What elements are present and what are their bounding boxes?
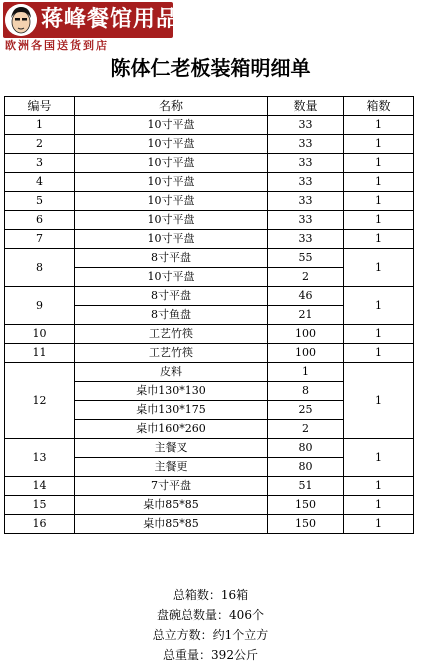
- cell-quantity: 100: [268, 344, 344, 363]
- cell-number: 4: [5, 173, 75, 192]
- cell-name: 10寸平盘: [75, 230, 268, 249]
- cell-name: 10寸平盘: [75, 192, 268, 211]
- cell-quantity: 8: [268, 382, 344, 401]
- table-row: [5, 477, 414, 496]
- table-row: [5, 344, 414, 363]
- chef-face-logo-icon: [5, 4, 37, 36]
- cell-quantity: 33: [268, 173, 344, 192]
- cell-name: 皮料: [75, 363, 268, 382]
- table-row: [5, 192, 414, 211]
- cell-name: 10寸平盘: [75, 173, 268, 192]
- cell-name: 桌巾130*175: [75, 401, 268, 420]
- cell-boxes: 1: [344, 211, 414, 230]
- cell-name: 10寸平盘: [75, 154, 268, 173]
- cell-name: 8寸平盘: [75, 287, 268, 306]
- cell-name: 工艺竹筷: [75, 325, 268, 344]
- cell-name: 桌巾85*85: [75, 515, 268, 534]
- cell-boxes: 1: [344, 192, 414, 211]
- cell-number: 2: [5, 135, 75, 154]
- cell-number: 1: [5, 116, 75, 135]
- packing-list-table: [4, 96, 414, 534]
- table-row: [5, 135, 414, 154]
- cell-quantity: 33: [268, 230, 344, 249]
- cell-quantity: 33: [268, 211, 344, 230]
- cell-number: 5: [5, 192, 75, 211]
- cell-quantity: 25: [268, 401, 344, 420]
- cell-number: 15: [5, 496, 75, 515]
- cell-boxes: 1: [344, 287, 414, 325]
- total-volume: 总立方数：约1个立方: [152, 628, 269, 642]
- table-row: [5, 515, 414, 534]
- table-header-row: [5, 97, 414, 116]
- brand-name: 蒋峰餐馆用品: [41, 7, 180, 32]
- cell-number: 6: [5, 211, 75, 230]
- brand-banner: [3, 2, 180, 52]
- cell-boxes: 1: [344, 325, 414, 344]
- cell-number: 8: [5, 249, 75, 287]
- cell-number: 11: [5, 344, 75, 363]
- table-row: [5, 496, 414, 515]
- cell-quantity: 33: [268, 154, 344, 173]
- cell-boxes: 1: [344, 515, 414, 534]
- cell-number: 9: [5, 287, 75, 325]
- cell-boxes: 1: [344, 363, 414, 439]
- table-row: [5, 211, 414, 230]
- cell-quantity: 33: [268, 192, 344, 211]
- cell-boxes: 1: [344, 477, 414, 496]
- table-row: [5, 173, 414, 192]
- cell-name: 桌巾160*260: [75, 420, 268, 439]
- cell-quantity: 80: [268, 439, 344, 458]
- header-name: 名称: [75, 97, 268, 116]
- cell-number: 10: [5, 325, 75, 344]
- header-boxes: 箱数: [344, 97, 414, 116]
- brand-header-bar: [3, 2, 180, 38]
- cell-boxes: 1: [344, 116, 414, 135]
- cell-number: 16: [5, 515, 75, 534]
- cell-name: 10寸平盘: [75, 135, 268, 154]
- cell-boxes: 1: [344, 344, 414, 363]
- cell-quantity: 46: [268, 287, 344, 306]
- table-row: [5, 363, 414, 382]
- cell-quantity: 2: [268, 268, 344, 287]
- cell-number: 3: [5, 154, 75, 173]
- cell-name: 10寸平盘: [75, 268, 268, 287]
- cell-name: 7寸平盘: [75, 477, 268, 496]
- cell-name: 10寸平盘: [75, 211, 268, 230]
- brand-slogan: 欧洲各国送货到店: [5, 39, 109, 52]
- total-weight: 总重量：392公斤: [163, 648, 258, 662]
- cell-number: 7: [5, 230, 75, 249]
- cell-quantity: 80: [268, 458, 344, 477]
- table-row: [5, 325, 414, 344]
- header-quantity: 数量: [268, 97, 344, 116]
- cell-quantity: 21: [268, 306, 344, 325]
- summary-block: [0, 585, 421, 665]
- cell-name: 8寸平盘: [75, 249, 268, 268]
- cell-boxes: 1: [344, 173, 414, 192]
- cell-quantity: 1: [268, 363, 344, 382]
- header-number: 编号: [5, 97, 75, 116]
- table-row: [5, 116, 414, 135]
- cell-quantity: 2: [268, 420, 344, 439]
- table-row: [5, 154, 414, 173]
- table-body: [5, 116, 414, 534]
- cell-boxes: 1: [344, 496, 414, 515]
- cell-quantity: 150: [268, 515, 344, 534]
- table-row: [5, 439, 414, 458]
- cell-boxes: 1: [344, 135, 414, 154]
- cell-boxes: 1: [344, 154, 414, 173]
- cell-name: 8寸鱼盘: [75, 306, 268, 325]
- cell-name: 主餐更: [75, 458, 268, 477]
- cell-number: 13: [5, 439, 75, 477]
- cell-quantity: 33: [268, 135, 344, 154]
- cell-name: 工艺竹筷: [75, 344, 268, 363]
- cell-name: 主餐叉: [75, 439, 268, 458]
- document-title: 陈体仁老板装箱明细单: [110, 56, 311, 80]
- table-row: [5, 287, 414, 306]
- cell-boxes: 1: [344, 230, 414, 249]
- cell-quantity: 55: [268, 249, 344, 268]
- cell-name: 桌巾130*130: [75, 382, 268, 401]
- cell-quantity: 150: [268, 496, 344, 515]
- cell-quantity: 51: [268, 477, 344, 496]
- table-row: [5, 249, 414, 268]
- cell-number: 14: [5, 477, 75, 496]
- cell-name: 桌巾85*85: [75, 496, 268, 515]
- cell-quantity: 100: [268, 325, 344, 344]
- cell-boxes: 1: [344, 249, 414, 287]
- cell-boxes: 1: [344, 439, 414, 477]
- table-row: [5, 230, 414, 249]
- total-dishes: 盘碗总数量：406个: [157, 608, 264, 622]
- total-boxes: 总箱数：16箱: [172, 588, 249, 602]
- cell-name: 10寸平盘: [75, 116, 268, 135]
- cell-quantity: 33: [268, 116, 344, 135]
- cell-number: 12: [5, 363, 75, 439]
